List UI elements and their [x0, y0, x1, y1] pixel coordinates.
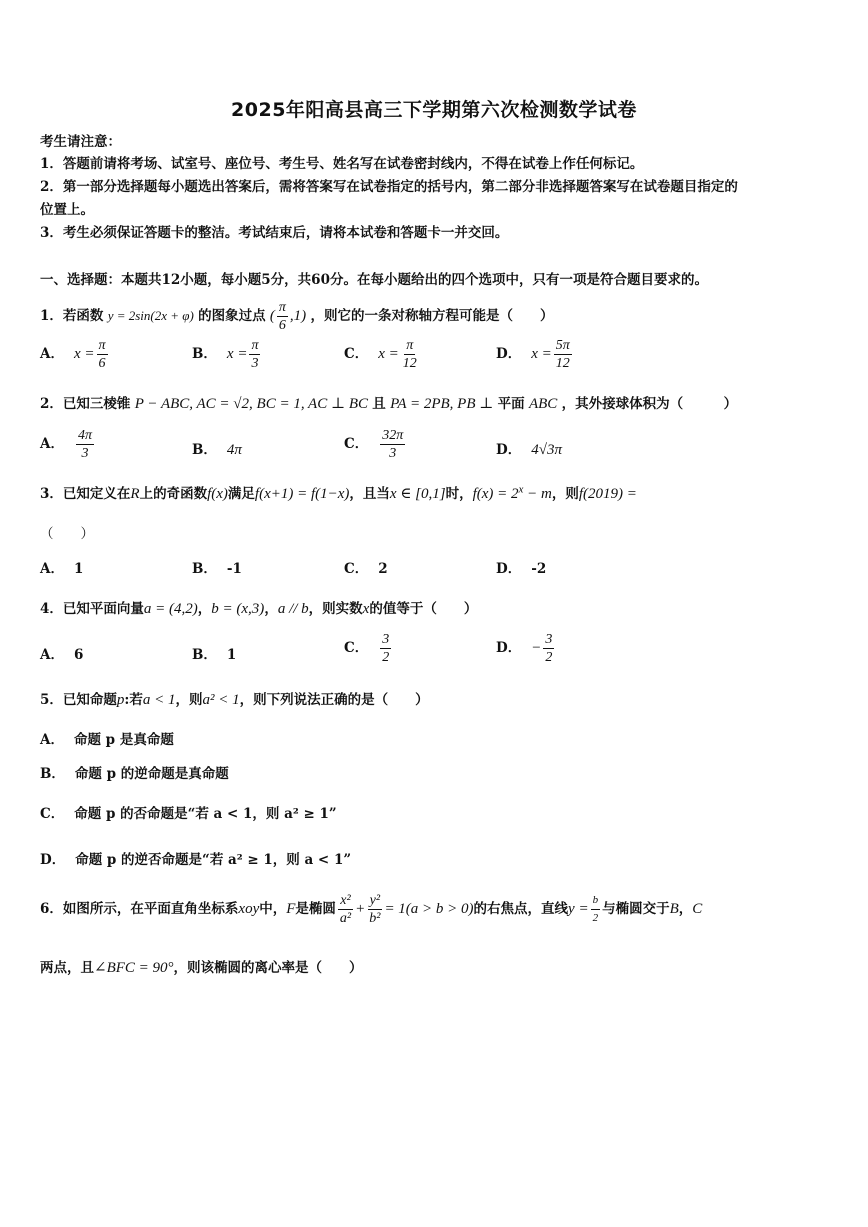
q3-option-a[interactable]: A． 1 — [40, 561, 84, 577]
q5-option-d[interactable]: D． 命题 p 的逆否命题是“若 a² ≥ 1，则 a < 1” — [40, 852, 352, 868]
q5-option-b[interactable]: B． 命题 p 的逆命题是真命题 — [40, 766, 229, 782]
q1-option-c[interactable]: C． x = $\frac{\pi}{12}$ — [344, 338, 417, 371]
q2-expr2: PA = 2PB, PB ⊥ — [390, 396, 494, 412]
q3-paren: （ ） — [40, 526, 94, 542]
q5-option-c[interactable]: C． 命题 p 的否命题是“若 a < 1，则 a² ≥ 1” — [40, 806, 337, 822]
question-3: 3．已知定义在R上的奇函数f(x)满足f(x+1) = f(1−x)，且当x ∈ [0,1]时，$f(x) = 2^x - m$，则f(2019) = — [40, 483, 637, 502]
q2-option-b[interactable]: B． 4π — [192, 442, 242, 458]
q1-point-fraction: $\frac{\pi}{6}$ — [278, 300, 286, 333]
q4-option-c[interactable]: C． $\frac{3}{2}$ — [344, 632, 390, 665]
q1-suffix: ，则它的一条对称轴方程可能是（ ） — [310, 308, 554, 324]
notice-item: 2．第一部分选择题每小题选出答案后，需将答案写在试卷指定的括号内，第二部分非选择题答案写在试卷题目指定的 — [40, 179, 738, 195]
notice-item: 3．考生必须保证答题卡的整洁。考试结束后，请将本试卷和答题卡一并交回。 — [40, 225, 509, 241]
q1-expr: y = 2sin(2x + φ) — [107, 308, 194, 323]
q2-expr1: P − ABC, AC = √2, BC = 1, AC ⊥ BC — [134, 396, 368, 412]
question-2 — [40, 392, 737, 413]
question-4: 4．已知平面向量a = (4,2)，b = (x,3)，a // b，则实数x的值等于（ ） — [40, 601, 478, 617]
q2-option-a[interactable]: A． $\frac{4\pi}{3}$ — [40, 428, 92, 461]
q1-option-b[interactable]: B． x = $\frac{\pi}{3}$ — [192, 338, 259, 371]
q1-point-tail: ,1) — [289, 308, 307, 324]
q6-line2: 两点，且∠BFC = 90°，则该椭圆的离心率是（ ） — [40, 960, 363, 976]
notice-heading: 考生请注意： — [40, 134, 121, 150]
q3-option-d[interactable]: D． -2 — [496, 561, 547, 577]
question-5: 5．已知命题p:若a < 1，则a² < 1，则下列说法正确的是（ ） — [40, 692, 429, 708]
q2-option-c[interactable]: C． $\frac{32\pi}{3}$ — [344, 428, 404, 461]
q2-prefix: 2．已知三棱锥 — [40, 396, 131, 412]
q2-expr3: ABC — [528, 396, 558, 412]
notice-item: 位置上。 — [40, 202, 94, 218]
q5-option-a[interactable]: A． 命题 p 是真命题 — [40, 732, 174, 748]
q1-mid: 的图象过点 — [198, 308, 266, 324]
q2-plane: 平面 — [497, 396, 525, 412]
q3-option-b[interactable]: B． -1 — [192, 561, 242, 577]
q2-and: 且 — [372, 396, 386, 412]
question-1: 1．若函数 y = 2sin(2x + φ) 的图象过点 ( $\frac{\pi}{6}$ ,1) ，则它的一条对称轴方程可能是（ ） — [40, 300, 554, 333]
q4-option-d[interactable]: D． − $\frac{3}{2}$ — [496, 632, 553, 665]
q4-option-b[interactable]: B． 1 — [192, 647, 237, 663]
q1-prefix: 1．若函数 — [40, 308, 104, 324]
q2-suffix: ，其外接球体积为（ ） — [561, 396, 738, 412]
q3-option-c[interactable]: C． 2 — [344, 561, 388, 577]
notice-item: 1．答题前请将考场、试室号、座位号、考生号、姓名写在试卷密封线内，不得在试卷上作任何标记。 — [40, 156, 644, 172]
page-title: 2025年阳高县高三下学期第六次检测数学试卷 — [231, 99, 637, 121]
q1-option-d[interactable]: D． x = $\frac{5\pi}{12}$ — [496, 338, 570, 371]
q1-option-a[interactable]: A． x = $\frac{\pi}{6}$ — [40, 338, 106, 371]
section-heading: 一、选择题：本题共12小题，每小题5分，共60分。在每小题给出的四个选项中，只有一项是符合题目要求的。 — [40, 272, 708, 288]
question-6: 6．如图所示，在平面直角坐标系xoy中，F是椭圆 $\frac{\text{x²}}{\text{a²}}$ + $\frac{\text{y²}}{\text{b²}}$ = 1(a > b > 0)的右焦点，直线y = $\frac{b}{2}$ 与椭圆交于B，C — [40, 893, 703, 926]
q2-option-d[interactable]: D． 4√3π — [496, 442, 562, 458]
q4-option-a[interactable]: A． 6 — [40, 647, 84, 663]
